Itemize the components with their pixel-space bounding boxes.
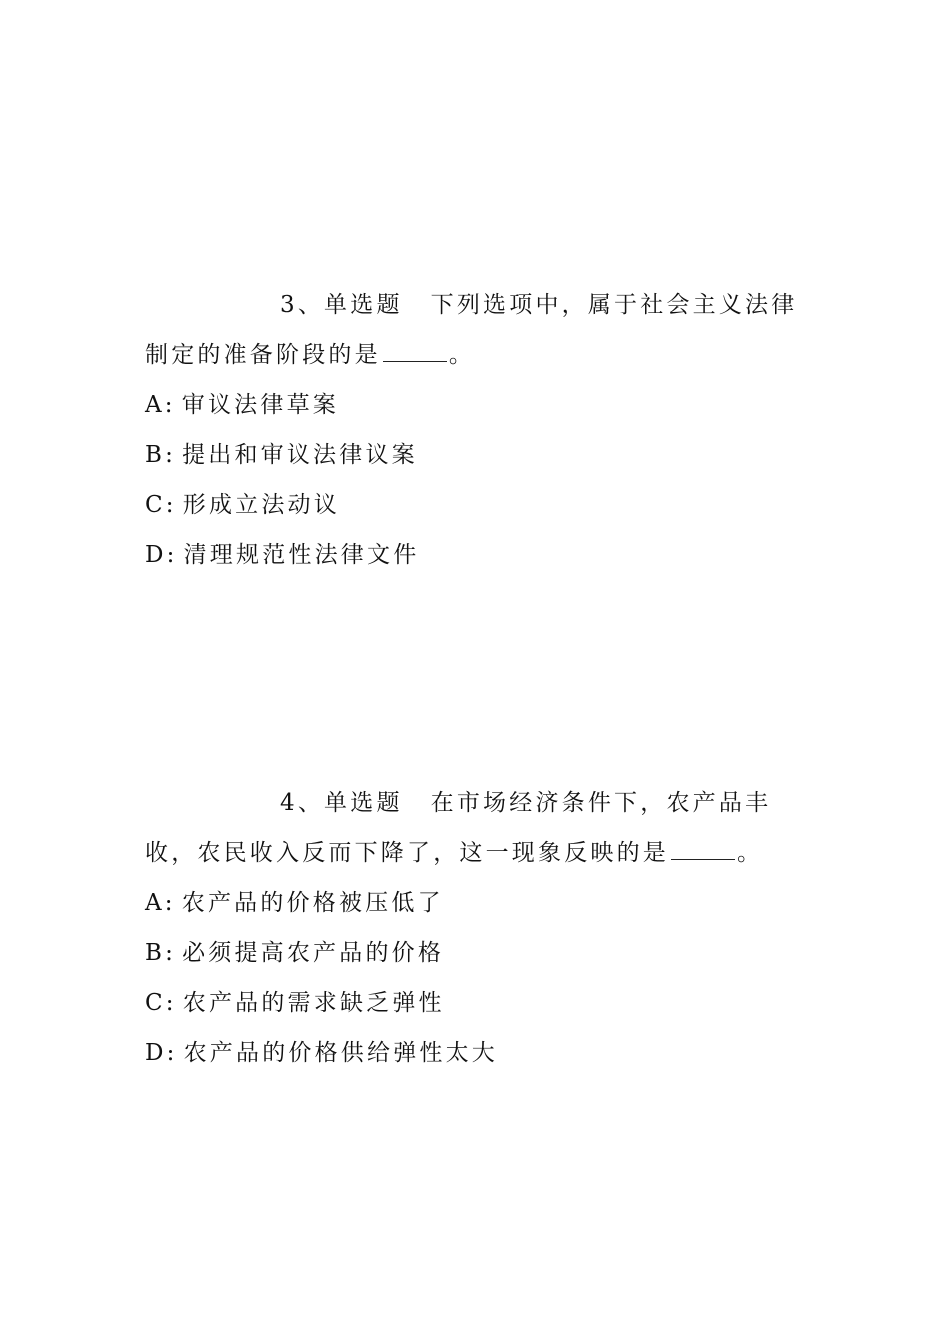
option-a	[145, 878, 810, 928]
option-c	[145, 978, 810, 1028]
stem-text: 在市场经济条件下，农产品丰收，农民收入反而下降了，这一现象反映的是	[145, 790, 772, 866]
option-b	[145, 430, 810, 480]
option-b	[145, 928, 810, 978]
question-4	[145, 778, 810, 1078]
option-key: B:	[145, 442, 177, 468]
option-key: A:	[145, 392, 176, 418]
question-stem	[145, 778, 810, 878]
option-text: 形成立法动议	[182, 492, 340, 518]
option-c	[145, 480, 810, 530]
option-text: 农产品的需求缺乏弹性	[182, 990, 445, 1016]
stem-end: 。	[448, 342, 476, 368]
question-number: 3、	[280, 292, 325, 318]
option-text: 必须提高农产品的价格	[182, 940, 445, 966]
option-d	[145, 530, 810, 580]
option-key: C:	[145, 492, 177, 518]
question-type: 单选题	[324, 292, 403, 318]
stem-text: 下列选项中，属于社会主义法律制定的准备阶段的是	[145, 292, 798, 368]
option-key: B:	[145, 940, 177, 966]
option-key: C:	[145, 990, 177, 1016]
option-text: 农产品的价格被压低了	[181, 890, 444, 916]
question-stem	[145, 280, 810, 380]
option-text: 清理规范性法律文件	[183, 542, 420, 568]
answer-blank	[671, 843, 735, 860]
option-d	[145, 1028, 810, 1078]
option-a	[145, 380, 810, 430]
option-text: 提出和审议法律议案	[182, 442, 418, 468]
answer-blank	[383, 345, 447, 362]
question-3	[145, 280, 810, 580]
stem-end: 。	[737, 840, 764, 866]
option-text: 农产品的价格供给弹性太大	[183, 1040, 498, 1066]
option-text: 审议法律草案	[181, 392, 339, 418]
option-key: A:	[145, 890, 176, 916]
option-key: D:	[145, 1040, 178, 1066]
question-type: 单选题	[324, 790, 403, 816]
question-number: 4、	[280, 790, 325, 816]
option-key: D:	[145, 542, 178, 568]
